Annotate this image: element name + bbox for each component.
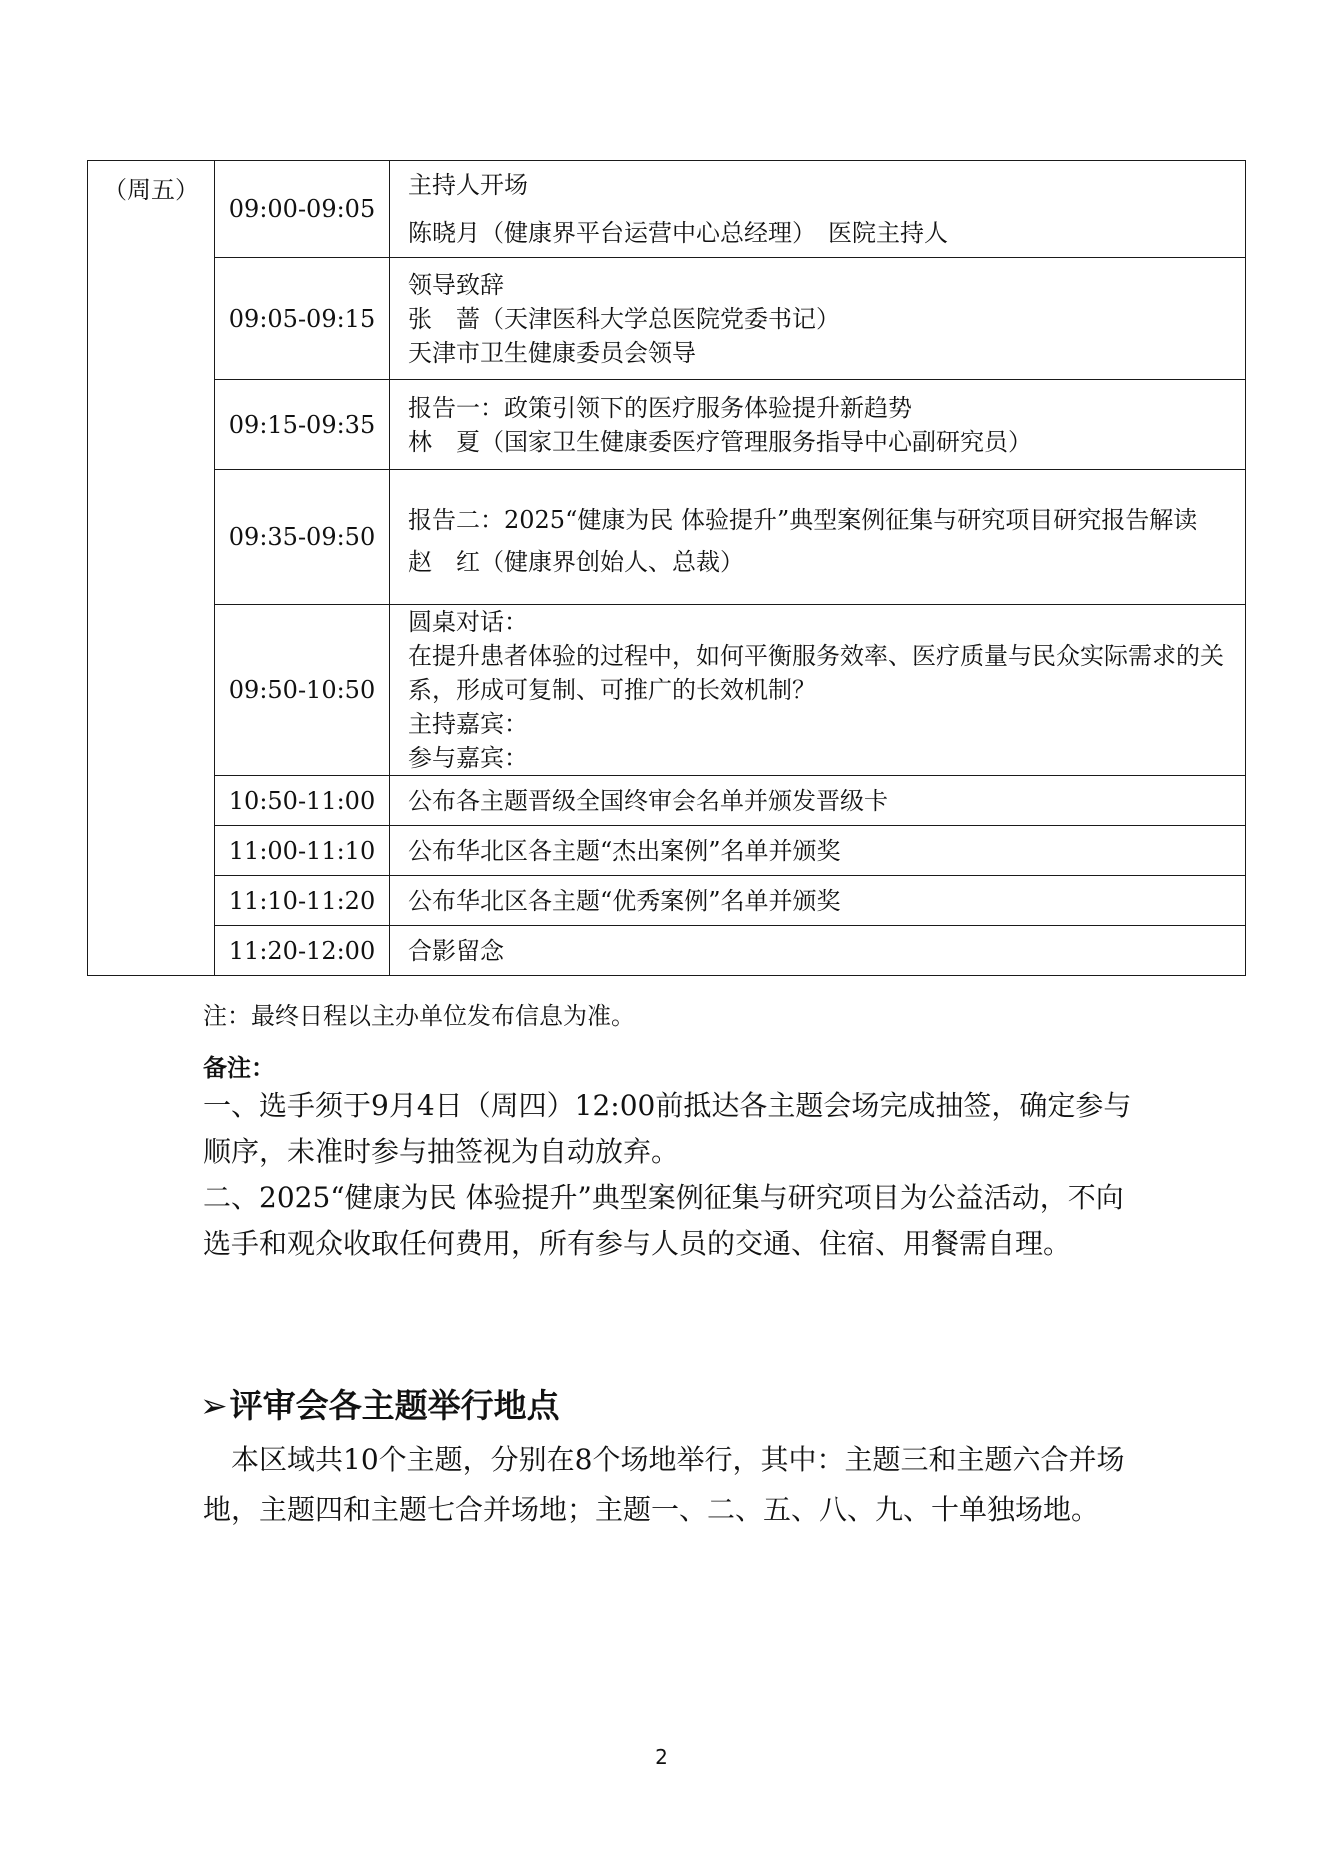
table-row (88, 926, 1246, 976)
agenda-cell (390, 380, 1246, 470)
agenda-cell (390, 605, 1246, 776)
agenda-line: 在提升患者体验的过程中，如何平衡服务效率、医疗质量与民众实际需求的关系，形成可复制、可推广的长效机制？ (408, 642, 1224, 704)
arrow-bullet-icon: ➢ (200, 1386, 228, 1425)
agenda-line: 合影留念 (408, 936, 504, 965)
agenda-cell (390, 470, 1246, 605)
remark-item: 一、选手须于9月4日（周四）12:00前抵达各主题会场完成抽签，确定参与顺序，未准时参与抽签视为自动放弃。 (203, 1089, 1132, 1168)
section-title-text: 评审会各主题举行地点 (229, 1386, 560, 1425)
agenda-line: 公布各主题晋级全国终审会名单并颁发晋级卡 (408, 786, 888, 815)
time-cell: 11:20-12:00 (215, 926, 390, 976)
section-paragraph: 本区域共10个主题，分别在8个场地举行，其中：主题三和主题六合并场地，主题四和主题七合并场地；主题一、二、五、八、九、十单独场地。 (203, 1443, 1125, 1526)
table-row (88, 161, 1246, 258)
agenda-cell (390, 161, 1246, 258)
time-cell: 09:35-09:50 (215, 470, 390, 605)
time-cell: 09:50-10:50 (215, 605, 390, 776)
agenda-line: 天津市卫生健康委员会领导 (408, 338, 696, 367)
table-row (88, 776, 1246, 826)
agenda-line: 赵 红（健康界创始人、总裁） (408, 548, 744, 576)
table-row (88, 380, 1246, 470)
agenda-cell (390, 926, 1246, 976)
schedule-table (87, 160, 1246, 976)
table-row (88, 826, 1246, 876)
table-row (88, 605, 1246, 776)
agenda-cell (390, 776, 1246, 826)
time-cell: 11:10-11:20 (215, 876, 390, 926)
agenda-cell (390, 876, 1246, 926)
section-body (203, 1435, 1133, 1535)
agenda-line: 张 蔷（天津医科大学总医院党委书记） (408, 304, 840, 333)
agenda-line: 圆桌对话： (408, 608, 528, 636)
remark-item: 二、2025“健康为民 体验提升”典型案例征集与研究项目为公益活动，不向选手和观众收取任何费用，所有参与人员的交通、住宿、用餐需自理。 (203, 1181, 1124, 1260)
agenda-line: 参与嘉宾： (408, 744, 528, 772)
agenda-line: 陈晓月（健康界平台运营中心总经理） 医院主持人 (408, 219, 948, 247)
time-cell: 10:50-11:00 (215, 776, 390, 826)
time-cell: 09:05-09:15 (215, 258, 390, 380)
time-cell: 09:15-09:35 (215, 380, 390, 470)
agenda-line: 公布华北区各主题“优秀案例”名单并颁奖 (408, 886, 841, 915)
agenda-line: 林 夏（国家卫生健康委医疗管理服务指导中心副研究员） (408, 427, 1032, 456)
table-row (88, 876, 1246, 926)
page-number: 2 (655, 1745, 668, 1769)
time-cell: 11:00-11:10 (215, 826, 390, 876)
time-cell: 09:00-09:05 (215, 161, 390, 258)
schedule-note: 注：最终日程以主办单位发布信息为准。 (203, 1002, 635, 1030)
agenda-cell (390, 826, 1246, 876)
agenda-cell (390, 258, 1246, 380)
agenda-line: 公布华北区各主题“杰出案例”名单并颁奖 (408, 836, 841, 865)
agenda-line: 报告二：2025“健康为民 体验提升”典型案例征集与研究项目研究报告解读 (408, 506, 1198, 534)
table-row (88, 258, 1246, 380)
section-heading (200, 1380, 560, 1427)
agenda-line: 领导致辞 (408, 270, 504, 299)
agenda-line: 主持嘉宾： (408, 710, 528, 738)
remarks-list (203, 1083, 1133, 1267)
remarks-title: 备注： (203, 1053, 275, 1082)
agenda-line: 主持人开场 (408, 171, 528, 199)
day-cell: （周五） (88, 161, 215, 976)
table-row (88, 470, 1246, 605)
agenda-line: 报告一：政策引领下的医疗服务体验提升新趋势 (408, 393, 912, 422)
